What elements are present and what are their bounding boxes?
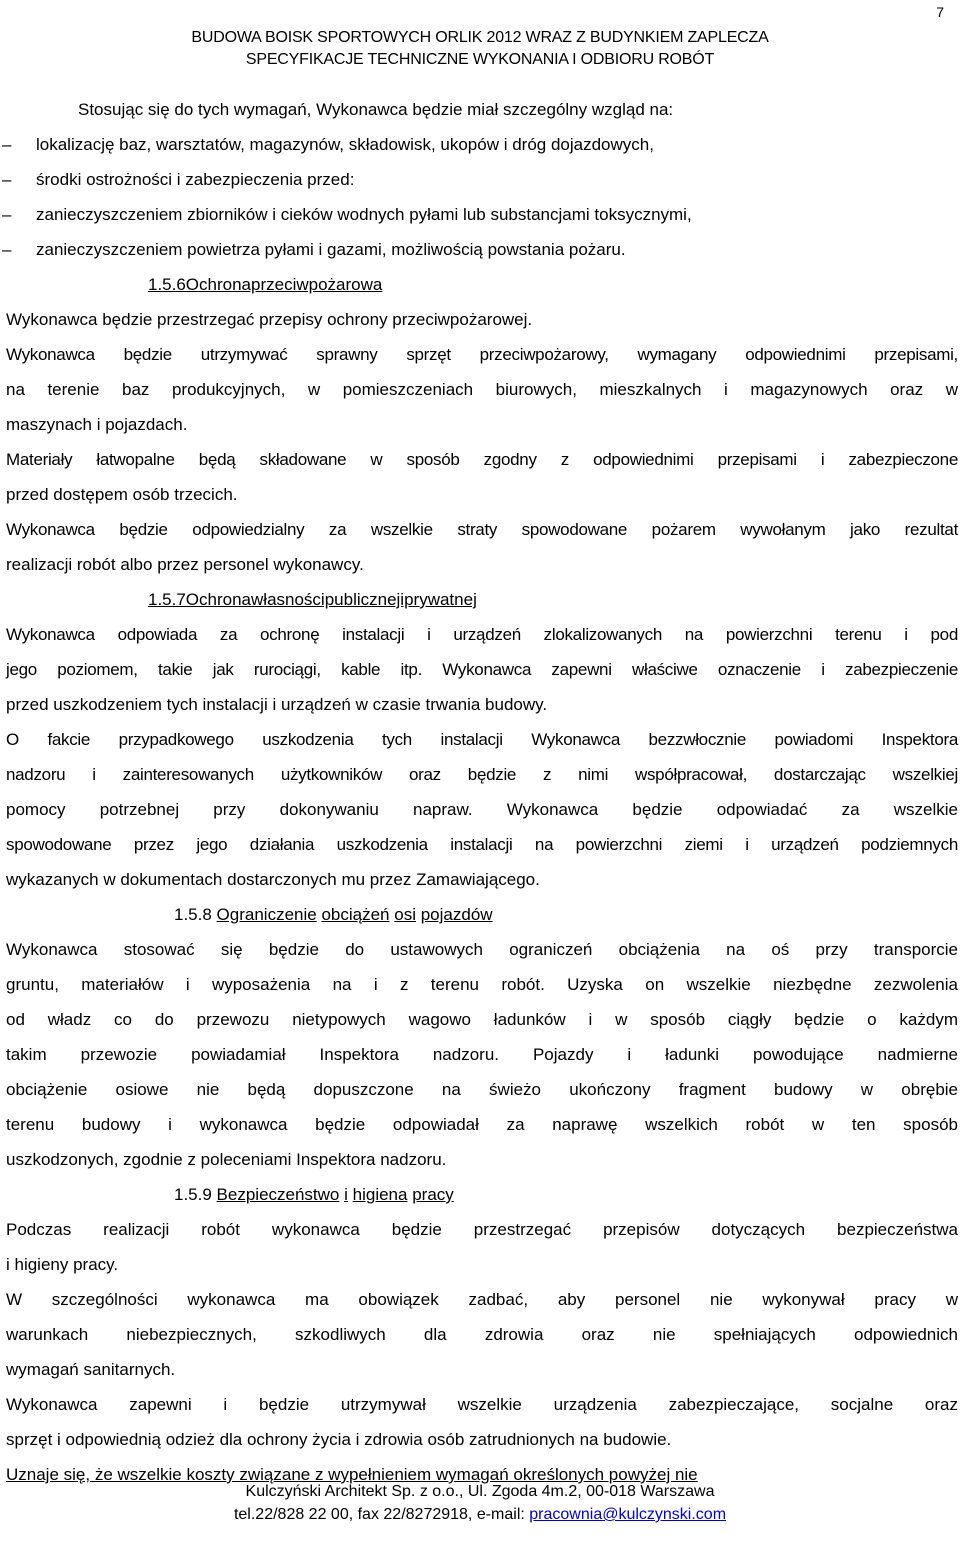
page-footer <box>0 1480 960 1526</box>
paragraph-line: Wykonawca odpowiada za ochronę instalacji i urządzeń zlokalizowanych na powierzchni terenu i pod <box>6 625 958 644</box>
paragraph-line: Wykonawca będzie przestrzegać przepisy ochrony przeciwpożarowej. <box>6 310 533 329</box>
section-number: 1.5.9 <box>174 1185 212 1204</box>
page-header <box>0 27 960 71</box>
heading-word: i <box>344 1185 348 1204</box>
paragraph-line: wymagań sanitarnych. <box>6 1360 176 1379</box>
list-item <box>2 197 958 232</box>
section-heading-1-5-9 <box>6 1177 958 1212</box>
paragraph-line: Podczas realizacji robót wykonawca będzie przestrzegać przepisów dotyczących bezpieczeństwa <box>6 1220 958 1239</box>
paragraph-line: terenu budowy i wykonawca będzie odpowiadał za naprawę wszelkich robót w ten sposób <box>6 1115 958 1134</box>
document-body <box>2 92 958 1492</box>
list-item-text: zanieczyszczeniem powietrza pyłami i gazami, możliwością powstania pożaru. <box>36 240 626 259</box>
heading-word: obciążeń <box>321 905 390 924</box>
paragraph-line: na terenie baz produkcyjnych, w pomieszczeniach biurowych, mieszkalnych i magazynowych oraz w <box>6 380 958 399</box>
dash-bullet: – <box>2 135 12 154</box>
page-number: 7 <box>936 4 944 20</box>
heading-word: osi <box>394 905 416 924</box>
section-heading-1-5-7: 1.5.7Ochronawłasnościpublicznejiprywatnej <box>148 590 477 609</box>
paragraph-line: Materiały łatwopalne będą składowane w sposób zgodny z odpowiednimi przepisami i zabezpieczone <box>6 450 958 469</box>
footer-address: Kulczyński Architekt Sp. z o.o., Ul. Zgoda 4m.2, 00-018 Warszawa <box>245 1483 715 1500</box>
dash-bullet: – <box>2 170 12 189</box>
paragraph-line: Wykonawca będzie utrzymywać sprawny sprzęt przeciwpożarowy, wymagany odpowiednimi przepisami, <box>6 345 958 364</box>
dash-bullet: – <box>2 240 12 259</box>
list-item <box>2 162 958 197</box>
header-subtitle: SPECYFIKACJE TECHNICZNE WYKONANIA I ODBIORU ROBÓT <box>245 51 715 68</box>
list-item <box>2 232 958 267</box>
paragraph-line: Wykonawca będzie odpowiedzialny za wszelkie straty spowodowane pożarem wywołanym jako rezultat <box>6 520 958 539</box>
paragraph-line: warunkach niebezpiecznych, szkodliwych dla zdrowia oraz nie spełniających odpowiednich <box>6 1325 958 1344</box>
paragraph-line: jego poziomem, takie jak rurociągi, kable itp. Wykonawca zapewni właściwe oznaczenie i zabezpieczenie <box>6 660 958 679</box>
footer-phone-fax: tel.22/828 22 00, fax 22/8272918, e-mail: <box>233 1506 530 1523</box>
paragraph-line: przed uszkodzeniem tych instalacji i urządzeń w czasie trwania budowy. <box>6 695 548 714</box>
paragraph-line: Wykonawca zapewni i będzie utrzymywał wszelkie urządzenia zabezpieczające, socjalne oraz <box>6 1395 958 1414</box>
paragraph-line: takim przewozie powiadamiał Inspektora nadzoru. Pojazdy i ładunki powodujące nadmierne <box>6 1045 958 1064</box>
list-item <box>2 127 958 162</box>
paragraph-line: W szczególności wykonawca ma obowiązek zadbać, aby personel nie wykonywał pracy w <box>6 1290 958 1309</box>
paragraph-line-underlined: Uznaje się, że wszelkie koszty związane z wypełnieniem wymagań określonych powyżej nie <box>6 1465 698 1484</box>
paragraph-line: gruntu, materiałów i wyposażenia na i z terenu robót. Uzyska on wszelkie niezbędne zezwolenia <box>6 975 958 994</box>
paragraph-line: nadzoru i zainteresowanych użytkowników oraz będzie z nimi współpracował, dostarczając wszelkiej <box>6 765 958 784</box>
heading-word: pojazdów <box>420 905 493 924</box>
paragraph-line: przed dostępem osób trzecich. <box>6 485 238 504</box>
section-heading-1-5-8 <box>6 897 958 932</box>
paragraph-line: maszynach i pojazdach. <box>6 415 188 434</box>
intro-text: Stosując się do tych wymagań, Wykonawca będzie miał szczególny wzgląd na: <box>78 100 674 119</box>
footer-email-link[interactable]: pracownia@kulczynski.com <box>529 1506 727 1523</box>
paragraph-line: od władz co do przewozu nietypowych wagowo ładunków i w sposób ciągły będzie o każdym <box>6 1010 958 1029</box>
dash-bullet: – <box>2 205 12 224</box>
paragraph-line: wykazanych w dokumentach dostarczonych mu przez Zamawiającego. <box>6 870 540 889</box>
heading-word: Bezpieczeństwo <box>216 1185 340 1204</box>
paragraph-line: O fakcie przypadkowego uszkodzenia tych instalacji Wykonawca bezzwłocznie powiadomi Inspektora <box>6 730 958 749</box>
paragraph-line: spowodowane przez jego działania uszkodzenia instalacji na powierzchni ziemi i urządzeń podziemnych <box>6 835 958 854</box>
heading-word: higiena <box>352 1185 408 1204</box>
heading-word: pracy <box>412 1185 454 1204</box>
heading-word: Ograniczenie <box>216 905 317 924</box>
paragraph-line: Wykonawca stosować się będzie do ustawowych ograniczeń obciążenia na oś przy transporcie <box>6 940 958 959</box>
list-item-text: lokalizację baz, warsztatów, magazynów, składowisk, ukopów i dróg dojazdowych, <box>36 135 654 154</box>
section-heading-1-5-6: 1.5.6Ochronaprzeciwpożarowa <box>148 275 383 294</box>
paragraph-line: realizacji robót albo przez personel wykonawcy. <box>6 555 364 574</box>
header-title: BUDOWA BOISK SPORTOWYCH ORLIK 2012 WRAZ Z BUDYNKIEM ZAPLECZA <box>191 29 769 46</box>
paragraph-line: obciążenie osiowe nie będą dopuszczone na świeżo ukończony fragment budowy w obrębie <box>6 1080 958 1099</box>
paragraph-line: pomocy potrzebnej przy dokonywaniu napraw. Wykonawca będzie odpowiadać za wszelkie <box>6 800 958 819</box>
section-number: 1.5.8 <box>174 905 212 924</box>
list-item-text: zanieczyszczeniem zbiorników i cieków wodnych pyłami lub substancjami toksycznymi, <box>36 205 692 224</box>
list-item-text: środki ostrożności i zabezpieczenia przed: <box>36 170 355 189</box>
paragraph-line: i higieny pracy. <box>6 1255 119 1274</box>
paragraph-line: sprzęt i odpowiednią odzież dla ochrony życia i zdrowia osób zatrudnionych na budowie. <box>6 1430 672 1449</box>
paragraph-line: uszkodzonych, zgodnie z poleceniami Inspektora nadzoru. <box>6 1150 447 1169</box>
footer-contact <box>0 1503 960 1526</box>
